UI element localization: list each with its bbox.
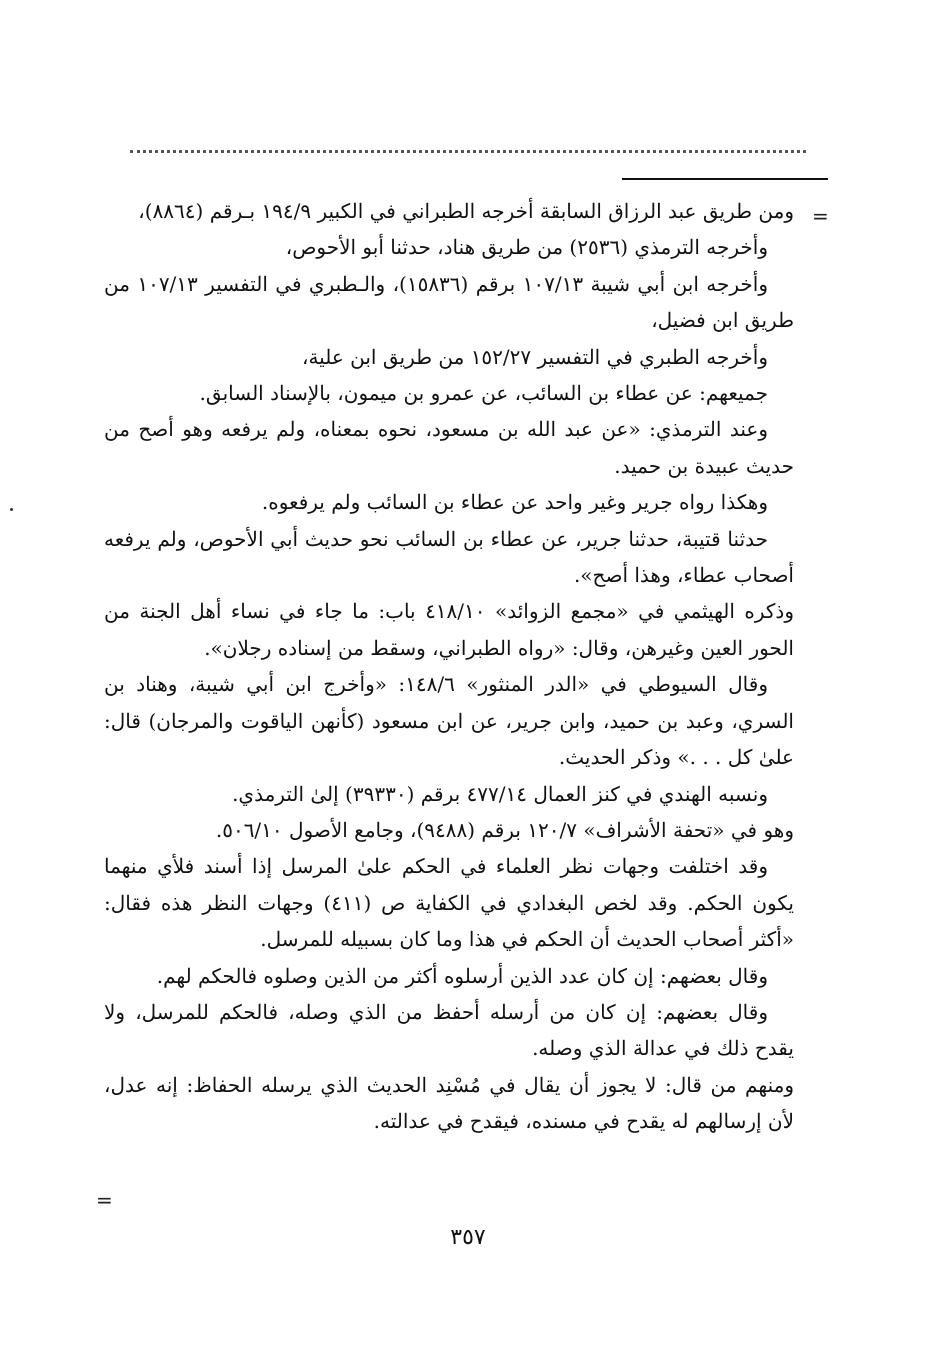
footnote-paragraph-5: جميعهم: عن عطاء بن السائب، عن عمرو بن ميمون، بالإسناد السابق. — [199, 381, 768, 406]
footnote-paragraph-11: ونسبه الهندي في كنز العمال ٤٧٧/١٤ برقم (٣٩٣٣٠) إلىٰ الترمذي. — [232, 781, 768, 806]
continuation-mark-bottom: = — [96, 1188, 113, 1212]
dotted-separator — [130, 150, 806, 153]
footnote-paragraph-14: وقال بعضهم: إن كان عدد الذين أرسلوه أكثر من الذين وصلوه فالحكم لهم. — [156, 963, 768, 988]
footnote-paragraph-10: وقال السيوطي في «الدر المنثور» ١٤٨/٦: «وأخرج ابن أبي شيبة، وهناد بن السري، وعبد بن حميد، وابن جرير، عن ابن مسعود (كأنهن الياقوت والمرجان) قال: علىٰ كل . . .» وذكر الحديث. — [104, 672, 794, 770]
footnote-text — [104, 193, 794, 1140]
footnote-paragraph-9: وذكره الهيثمي في «مجمع الزوائد» ٤١٨/١٠ باب: ما جاء في نساء أهل الجنة من الحور العين وغيرهن، وقال: «رواه الطبراني، وسقط من إسناده رجلان». — [104, 599, 794, 660]
footnote-paragraph-8: حدثنا قتيبة، حدثنا جرير، عن عطاء بن السائب نحو حديث أبي الأحوص، ولم يرفعه أصحاب عطاء، وهذا أصح». — [104, 526, 794, 588]
footnote-rule — [622, 178, 828, 180]
footnote-paragraph-13: وقد اختلفت وجهات نظر العلماء في الحكم علىٰ المرسل إذا أسند فلأي منهما يكون الحكم. وقد لخص البغدادي في الكفاية ص (٤١١) وجهات النظر هذه فقال: «أكثر أصحاب الحديث أن الحكم في هذا وما كان بسبيله للمرسل. — [104, 854, 794, 952]
continuation-mark-top: = — [812, 204, 829, 228]
footnote-paragraph-12: وهو في «تحفة الأشراف» ١٢٠/٧ برقم (٩٤٨٨)، وجامع الأصول ٥٠٦/١٠. — [215, 817, 794, 842]
footnote-paragraph-6: وعند الترمذي: «عن عبد الله بن مسعود، نحوه بمعناه، ولم يرفعه وهو أصح من حديث عبيدة بن حميد. — [104, 417, 794, 478]
margin-speck — [10, 508, 13, 511]
footnote-paragraph-7: وهكذا رواه جرير وغير واحد عن عطاء بن السائب ولم يرفعوه. — [261, 490, 768, 515]
page-number: ٣٥٧ — [450, 1225, 486, 1250]
footnote-paragraph-16: ومنهم من قال: لا يجوز أن يقال في مُسْنِد الحديث الذي يرسله الحفاظ: إنه عدل، لأن إرسالهم له يقدح في مسنده، فيقدح في عدالته. — [104, 1072, 794, 1134]
footnote-paragraph-1: ومن طريق عبد الرزاق السابقة أخرجه الطبراني في الكبير ١٩٤/٩ بـرقم (٨٨٦٤)، — [138, 199, 794, 223]
footnote-paragraph-15: وقال بعضهم: إن كان من أرسله أحفظ من الذي وصله، فالحكم للمرسل، ولا يقدح ذلك في عدالة الذي وصله. — [104, 999, 794, 1061]
footnote-paragraph-3: وأخرجه ابن أبي شيبة ١٠٧/١٣ برقم (١٥٨٣٦)، والـطبري في التفسير ١٠٧/١٣ من طريق ابن فضيل، — [104, 271, 794, 333]
footnote-paragraph-2: وأخرجه الترمذي (٢٥٣٦) من طريق هناد، حدثنا أبو الأحوص، — [285, 235, 768, 260]
footnote-paragraph-4: وأخرجه الطبري في التفسير ١٥٢/٢٧ من طريق ابن علية، — [302, 344, 768, 369]
